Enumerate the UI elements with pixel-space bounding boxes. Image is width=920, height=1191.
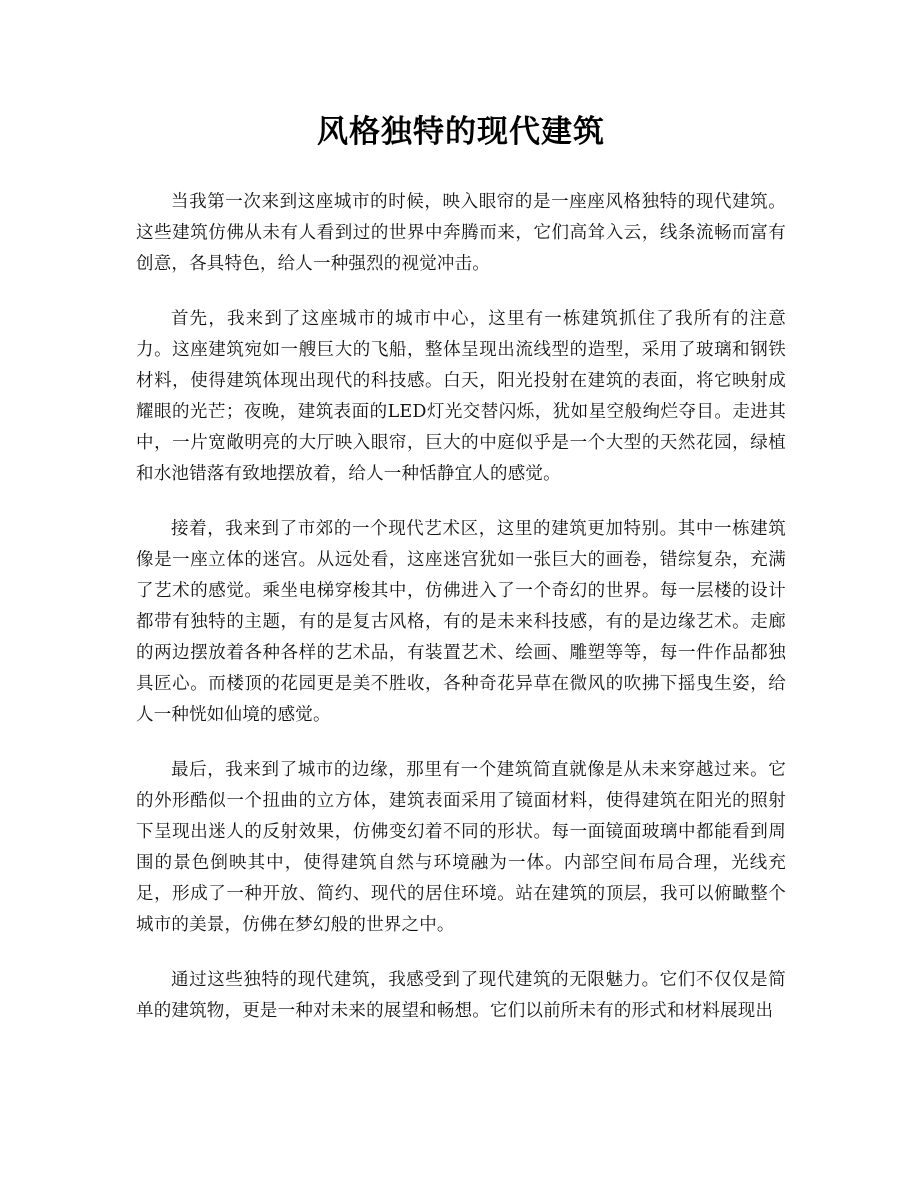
document-page: [136, 0, 786, 1051]
document-body: [136, 187, 786, 1027]
paragraph-intro: 当我第一次来到这座城市的时候，映入眼帘的是一座座风格独特的现代建筑。这些建筑仿佛从未有人看到过的世界中奔腾而来，它们高耸入云，线条流畅而富有创意，各具特色，给人一种强烈的视觉冲击。: [136, 192, 786, 274]
paragraph-city-center: 首先，我来到了这座城市的城市中心，这里有一栋建筑抓住了我所有的注意力。这座建筑宛如一艘巨大的飞船，整体呈现出流线型的造型，采用了玻璃和钢铁材料，使得建筑体现出现代的科技感。白天，阳光投射在建筑的表面，将它映射成耀眼的光芒；夜晚，建筑表面的LED灯光交替闪烁，犹如星空般绚烂夺目。走进其中，一片宽敞明亮的大厅映入眼帘，巨大的中庭似乎是一个大型的天然花园，绿植和水池错落有致地摆放着，给人一种恬静宜人的感觉。: [136, 309, 786, 484]
paragraph-city-edge: 最后，我来到了城市的边缘，那里有一个建筑简直就像是从未来穿越过来。它的外形酷似一个扭曲的立方体，建筑表面采用了镜面材料，使得建筑在阳光的照射下呈现出迷人的反射效果，仿佛变幻着不同的形状。每一面镜面玻璃中都能看到周围的景色倒映其中，使得建筑自然与环境融为一体。内部空间布局合理，光线充足，形成了一种开放、简约、现代的居住环境。站在建筑的顶层，我可以俯瞰整个城市的美景，仿佛在梦幻般的世界之中。: [136, 760, 786, 935]
document-title: 风格独特的现代建筑: [317, 114, 605, 150]
paragraph-art-district: 接着，我来到了市郊的一个现代艺术区，这里的建筑更加特别。其中一栋建筑像是一座立体的迷宫。从远处看，这座迷宫犹如一张巨大的画卷，错综复杂，充满了艺术的感觉。乘坐电梯穿梭其中，仿佛进入了一个奇幻的世界。每一层楼的设计都带有独特的主题，有的是复古风格，有的是未来科技感，有的是边缘艺术。走廊的两边摆放着各种各样的艺术品，有装置艺术、绘画、雕塑等等，每一件作品都独具匠心。而楼顶的花园更是美不胜收，各种奇花异草在微风的吹拂下摇曳生姿，给人一种恍如仙境的感觉。: [136, 519, 786, 725]
paragraph-conclusion: 通过这些独特的现代建筑，我感受到了现代建筑的无限魅力。它们不仅仅是简单的建筑物，更是一种对未来的展望和畅想。它们以前所未有的形式和材料展现出: [136, 970, 786, 1021]
